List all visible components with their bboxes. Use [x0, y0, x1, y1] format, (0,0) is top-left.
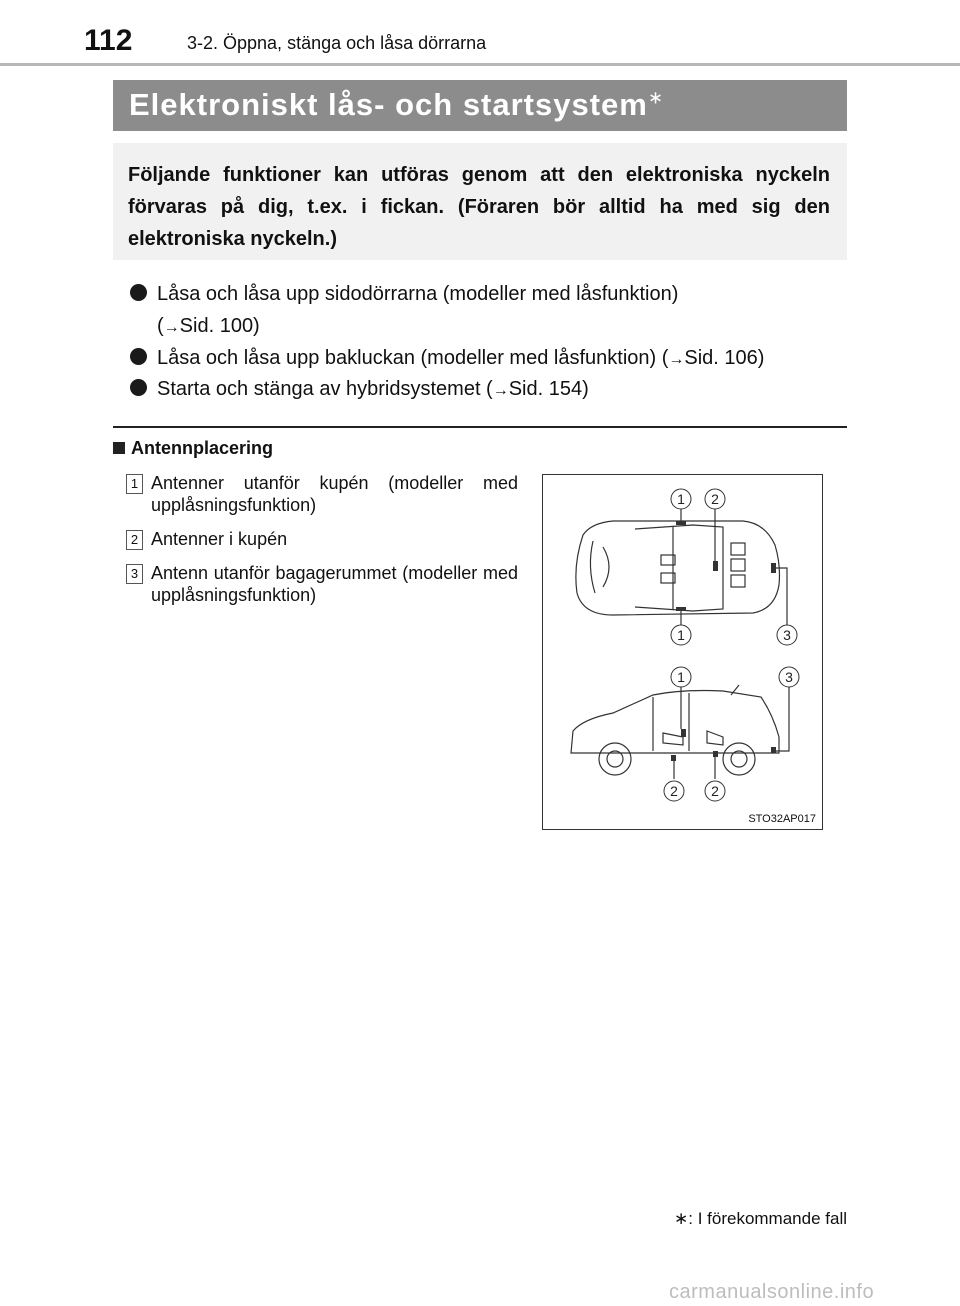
- title-footnote-mark: ∗: [647, 87, 664, 108]
- bullet-text: Låsa och låsa upp bakluckan (modeller med låsfunktion) (: [157, 347, 669, 369]
- legend-number: 2: [126, 530, 143, 550]
- antenna-markers-top: [676, 521, 776, 611]
- legend-item: [126, 562, 518, 608]
- page-number: 112: [84, 24, 133, 57]
- legend-text: Antenn utanför bagagerummet (modeller med upplåsningsfunktion): [151, 563, 518, 605]
- callout-3: 3: [783, 627, 791, 643]
- bullet-paren: (: [157, 315, 164, 337]
- legend-text: Antenner utanför kupén (modeller med upplåsningsfunktion): [151, 473, 518, 515]
- section-divider: [113, 426, 847, 428]
- bullet-dot: [130, 379, 147, 396]
- header-rule: [0, 63, 960, 66]
- page-reference[interactable]: Sid. 154): [508, 378, 589, 400]
- legend-item: [126, 472, 518, 518]
- bullet-text: Låsa och låsa upp sidodörrarna (modeller med låsfunktion): [157, 283, 679, 305]
- arrow-icon: →: [163, 319, 180, 336]
- bullet-item: [130, 374, 589, 406]
- bullet-item-continuation: [157, 311, 260, 343]
- callout-lines-side: [674, 687, 789, 779]
- callout-2: 2: [711, 491, 719, 507]
- bullet-text: Starta och stänga av hybridsystemet (: [157, 378, 493, 400]
- intro-box: [113, 143, 847, 260]
- subheading: [113, 438, 273, 459]
- section-title: [129, 87, 664, 123]
- page-reference[interactable]: Sid. 106): [684, 347, 765, 369]
- intro-text: Följande funktioner kan utföras genom att den elektroniska nyckeln förvaras på dig, t.ex. i fickan. (Föraren bör alltid ha med sig den elektroniska nyckeln.): [128, 164, 830, 250]
- footnote: ∗: I förekommande fall: [674, 1209, 847, 1228]
- car-top-view: [576, 521, 780, 615]
- section-title-bar: [113, 80, 847, 131]
- legend-text: Antenner i kupén: [151, 529, 288, 549]
- bullet-dot: [130, 348, 147, 365]
- callout-1: 1: [677, 491, 685, 507]
- arrow-icon: →: [668, 351, 685, 368]
- callout-2: 2: [670, 783, 678, 799]
- legend-number: 3: [126, 564, 143, 584]
- page-reference[interactable]: Sid. 100): [179, 315, 260, 337]
- legend-item: [126, 528, 518, 552]
- car-side-view: [571, 685, 779, 775]
- antenna-location-figure: [542, 474, 823, 830]
- bullet-dot: [130, 284, 147, 301]
- square-bullet-icon: [113, 442, 125, 454]
- section-title-text: Elektroniskt lås- och startsystem: [129, 87, 648, 122]
- callout-2: 2: [711, 783, 719, 799]
- callout-3: 3: [785, 669, 793, 685]
- breadcrumb: 3-2. Öppna, stänga och låsa dörrarna: [187, 33, 487, 53]
- subheading-text: Antennplacering: [131, 438, 274, 458]
- callout-1: 1: [677, 627, 685, 643]
- bullet-item: [130, 279, 678, 310]
- legend-number: 1: [126, 474, 143, 494]
- arrow-icon: →: [492, 382, 509, 399]
- callout-1: 1: [677, 669, 685, 685]
- bullet-item: [130, 343, 764, 375]
- figure-code: STO32AP017: [748, 813, 816, 825]
- watermark: carmanualsonline.info: [669, 1281, 875, 1303]
- car-diagram: [543, 475, 822, 829]
